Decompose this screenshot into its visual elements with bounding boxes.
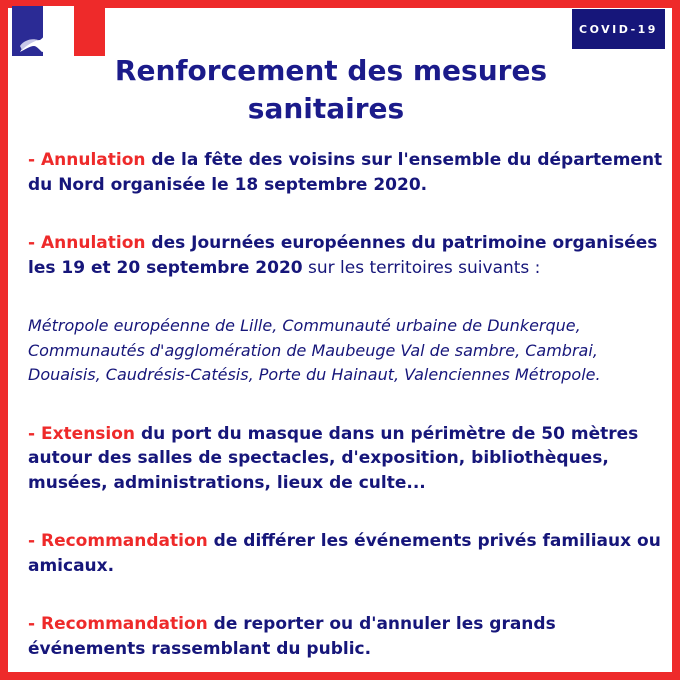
measure-item [28, 231, 668, 280]
measure-prefix: - Recommandation [28, 531, 208, 551]
measure-item [28, 422, 668, 496]
measures-list [28, 148, 668, 661]
marianne-logo-icon [12, 6, 105, 56]
title-line-1: Renforcement des mesures [114, 54, 548, 87]
measure-text-normal: sur les territoires suivants : [302, 257, 541, 278]
measure-prefix: - Annulation [28, 150, 146, 170]
measure-prefix: - Recommandation [28, 614, 208, 634]
measure-item [28, 612, 668, 661]
measure-prefix: - Extension [28, 423, 136, 444]
measure-item [28, 529, 668, 578]
measure-text: de différer les événements privés familiaux ou amicaux. [28, 531, 661, 576]
measure-prefix: - Annulation [28, 233, 146, 253]
title-line-2: sanitaires [247, 92, 405, 125]
measure-text: du port du masque dans un périmètre de 50 mètres autour des salles de spectacles, d'exposition, bibliothèques, musées, administrations, lieux de culte... [28, 423, 639, 493]
territories-list: Métropole européenne de Lille, Communauté urbaine de Dunkerque, Communautés d'agglomération de Maubeuge Val de sambre, Cambrai, Douaisis, Caudrésis-Catésis, Porte du Hainaut, Valenciennes Métropole. [28, 316, 601, 384]
measure-text: de la fête des voisins sur l'ensemble du département du Nord organisée le 18 septembre 2020. [28, 150, 663, 195]
measure-text: de reporter ou d'annuler les grands événements rassemblant du public. [28, 614, 556, 659]
covid-badge: COVID-19 [572, 9, 665, 49]
measure-item [28, 148, 668, 197]
page-title [0, 52, 680, 128]
measure-text: des Journées européennes du patrimoine organisées les 19 et 20 septembre 2020 [28, 233, 658, 278]
